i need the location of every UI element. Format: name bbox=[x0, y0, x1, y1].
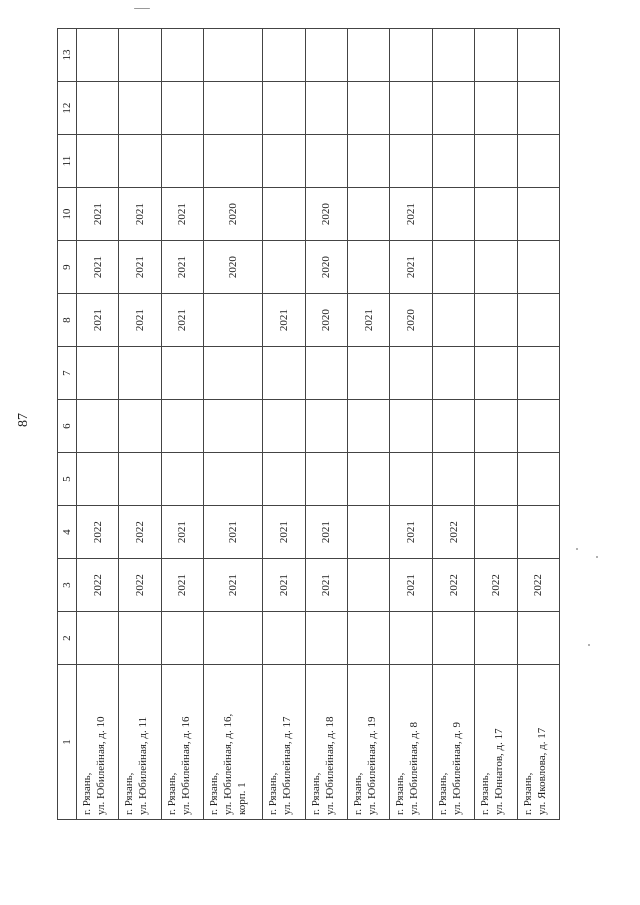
year-cell bbox=[161, 453, 203, 506]
year-cell bbox=[305, 347, 347, 400]
year-cell: 2021 bbox=[263, 506, 305, 559]
year-cell bbox=[305, 400, 347, 453]
year-cell: 2021 bbox=[305, 559, 347, 612]
year-cell: 2021 bbox=[119, 241, 161, 294]
year-cell bbox=[305, 82, 347, 135]
address-line: ул. Юбилейная, д. 16 bbox=[179, 716, 192, 815]
scan-speck bbox=[588, 644, 590, 646]
year-cell: 2021 bbox=[161, 559, 203, 612]
year-cell bbox=[119, 400, 161, 453]
year-cell bbox=[517, 82, 559, 135]
address-cell bbox=[263, 665, 305, 820]
year-cell bbox=[475, 188, 517, 241]
year-cell bbox=[77, 82, 119, 135]
table-row bbox=[348, 29, 390, 820]
year-cell bbox=[77, 347, 119, 400]
year-cell bbox=[348, 400, 390, 453]
address-line: г. Рязань, bbox=[309, 772, 322, 815]
year-cell bbox=[475, 612, 517, 665]
year-cell: 2021 bbox=[204, 559, 263, 612]
address-cell bbox=[517, 665, 559, 820]
table-row bbox=[77, 29, 119, 820]
year-cell: 2021 bbox=[77, 294, 119, 347]
year-cell bbox=[348, 347, 390, 400]
scan-speck bbox=[576, 548, 578, 550]
year-cell: 2022 bbox=[77, 506, 119, 559]
address-line: ул. Юбилейная, д. 9 bbox=[450, 722, 463, 815]
schedule-table bbox=[57, 28, 560, 820]
address-line: г. Рязань, bbox=[267, 772, 280, 815]
year-cell: 2021 bbox=[119, 294, 161, 347]
table-row bbox=[161, 29, 203, 820]
year-cell bbox=[475, 453, 517, 506]
year-cell: 2022 bbox=[432, 559, 474, 612]
year-cell bbox=[305, 135, 347, 188]
year-cell: 2021 bbox=[390, 241, 432, 294]
address-cell bbox=[348, 665, 390, 820]
year-cell bbox=[517, 294, 559, 347]
address-cell bbox=[204, 665, 263, 820]
year-cell: 2021 bbox=[119, 188, 161, 241]
year-cell bbox=[161, 135, 203, 188]
year-cell bbox=[263, 135, 305, 188]
address-line: ул. Юбилейная, д. 19 bbox=[366, 716, 379, 815]
address-line: ул. Юбилейная, д. 16, bbox=[222, 713, 235, 815]
year-cell: 2021 bbox=[161, 506, 203, 559]
year-cell bbox=[348, 82, 390, 135]
address-line: ул. Юбилейная, д. 8 bbox=[408, 722, 421, 815]
year-cell bbox=[390, 135, 432, 188]
year-cell: 2022 bbox=[432, 506, 474, 559]
year-cell bbox=[119, 135, 161, 188]
year-cell: 2021 bbox=[161, 188, 203, 241]
year-cell: 2021 bbox=[77, 241, 119, 294]
year-cell bbox=[77, 400, 119, 453]
year-cell bbox=[432, 400, 474, 453]
page-number: 87 bbox=[16, 413, 31, 427]
year-cell bbox=[475, 241, 517, 294]
year-cell: 2021 bbox=[204, 506, 263, 559]
table-row bbox=[305, 29, 347, 820]
year-cell bbox=[263, 188, 305, 241]
year-cell: 2022 bbox=[77, 559, 119, 612]
column-header: 10 bbox=[58, 188, 77, 241]
scan-speck bbox=[596, 556, 598, 558]
year-cell: 2020 bbox=[305, 241, 347, 294]
year-cell bbox=[432, 29, 474, 82]
table-row bbox=[119, 29, 161, 820]
year-cell bbox=[161, 612, 203, 665]
address-line: ул. Юннатов, д. 17 bbox=[493, 728, 506, 815]
year-cell bbox=[305, 453, 347, 506]
column-header: 8 bbox=[58, 294, 77, 347]
year-cell bbox=[263, 241, 305, 294]
column-header: 1 bbox=[58, 665, 77, 820]
header-row bbox=[58, 29, 77, 820]
year-cell bbox=[517, 29, 559, 82]
year-cell bbox=[432, 612, 474, 665]
year-cell bbox=[432, 241, 474, 294]
address-line: г. Рязань, bbox=[81, 772, 93, 815]
year-cell: 2021 bbox=[390, 188, 432, 241]
address-line: г. Рязань, bbox=[208, 772, 221, 815]
scan-speck bbox=[134, 8, 150, 9]
year-cell bbox=[517, 506, 559, 559]
table-row bbox=[263, 29, 305, 820]
year-cell bbox=[475, 135, 517, 188]
column-header: 7 bbox=[58, 347, 77, 400]
address-line: г. Рязань, bbox=[165, 772, 178, 815]
year-cell bbox=[432, 135, 474, 188]
year-cell bbox=[161, 400, 203, 453]
year-cell bbox=[390, 29, 432, 82]
year-cell bbox=[517, 612, 559, 665]
column-header: 3 bbox=[58, 559, 77, 612]
address-line: г. Рязань, bbox=[394, 772, 407, 815]
table-row bbox=[475, 29, 517, 820]
year-cell bbox=[517, 453, 559, 506]
column-header: 11 bbox=[58, 135, 77, 188]
address-cell bbox=[432, 665, 474, 820]
year-cell bbox=[204, 400, 263, 453]
year-cell bbox=[119, 29, 161, 82]
year-cell: 2022 bbox=[119, 559, 161, 612]
year-cell bbox=[305, 29, 347, 82]
column-header: 2 bbox=[58, 612, 77, 665]
year-cell: 2021 bbox=[161, 294, 203, 347]
address-cell bbox=[305, 665, 347, 820]
year-cell bbox=[77, 29, 119, 82]
year-cell: 2022 bbox=[119, 506, 161, 559]
column-header: 9 bbox=[58, 241, 77, 294]
year-cell bbox=[432, 294, 474, 347]
year-cell bbox=[390, 400, 432, 453]
year-cell bbox=[204, 82, 263, 135]
address-cell bbox=[119, 665, 161, 820]
year-cell bbox=[517, 188, 559, 241]
year-cell bbox=[204, 135, 263, 188]
year-cell bbox=[390, 82, 432, 135]
year-cell bbox=[204, 294, 263, 347]
year-cell: 2020 bbox=[204, 188, 263, 241]
year-cell bbox=[305, 612, 347, 665]
column-header: 12 bbox=[58, 82, 77, 135]
address-line: ул. Юбилейная, д. 17 bbox=[281, 716, 294, 815]
year-cell bbox=[348, 241, 390, 294]
year-cell bbox=[348, 559, 390, 612]
year-cell: 2021 bbox=[263, 559, 305, 612]
address-line: ул. Яковлова, д. 17 bbox=[535, 727, 548, 815]
year-cell: 2020 bbox=[305, 188, 347, 241]
year-cell bbox=[161, 347, 203, 400]
year-cell bbox=[263, 453, 305, 506]
year-cell bbox=[263, 347, 305, 400]
year-cell bbox=[475, 506, 517, 559]
year-cell bbox=[161, 29, 203, 82]
year-cell bbox=[263, 612, 305, 665]
address-line: г. Рязань, bbox=[123, 772, 136, 815]
address-line: ул. Юбилейная, д. 18 bbox=[323, 716, 336, 815]
column-header: 13 bbox=[58, 29, 77, 82]
address-line: г. Рязань, bbox=[436, 772, 449, 815]
year-cell bbox=[432, 347, 474, 400]
year-cell bbox=[77, 612, 119, 665]
address-line: ул. Юбилейная, д. 11 bbox=[137, 716, 150, 815]
year-cell bbox=[348, 29, 390, 82]
year-cell: 2021 bbox=[390, 506, 432, 559]
year-cell bbox=[204, 453, 263, 506]
year-cell bbox=[263, 82, 305, 135]
table-row bbox=[432, 29, 474, 820]
year-cell bbox=[119, 612, 161, 665]
year-cell bbox=[204, 29, 263, 82]
year-cell bbox=[517, 347, 559, 400]
year-cell bbox=[77, 135, 119, 188]
year-cell: 2020 bbox=[390, 294, 432, 347]
year-cell: 2021 bbox=[77, 188, 119, 241]
year-cell bbox=[348, 188, 390, 241]
column-header: 4 bbox=[58, 506, 77, 559]
year-cell: 2022 bbox=[475, 559, 517, 612]
address-line: ул. Юбилейная, д. 10 bbox=[95, 716, 107, 815]
year-cell bbox=[348, 506, 390, 559]
year-cell bbox=[119, 347, 161, 400]
table-row bbox=[390, 29, 432, 820]
year-cell bbox=[348, 612, 390, 665]
year-cell bbox=[517, 241, 559, 294]
year-cell bbox=[204, 347, 263, 400]
year-cell: 2021 bbox=[348, 294, 390, 347]
year-cell bbox=[475, 294, 517, 347]
year-cell bbox=[263, 29, 305, 82]
column-header: 6 bbox=[58, 400, 77, 453]
year-cell bbox=[348, 135, 390, 188]
address-cell bbox=[390, 665, 432, 820]
year-cell: 2021 bbox=[305, 506, 347, 559]
column-header: 5 bbox=[58, 453, 77, 506]
address-cell bbox=[77, 665, 119, 820]
year-cell bbox=[77, 453, 119, 506]
address-line: г. Рязань, bbox=[479, 772, 492, 815]
year-cell bbox=[161, 82, 203, 135]
year-cell bbox=[475, 400, 517, 453]
table-row bbox=[517, 29, 559, 820]
rotated-table-container bbox=[57, 28, 560, 820]
year-cell: 2020 bbox=[305, 294, 347, 347]
year-cell bbox=[119, 82, 161, 135]
year-cell bbox=[432, 453, 474, 506]
year-cell bbox=[517, 135, 559, 188]
year-cell bbox=[432, 82, 474, 135]
address-line: г. Рязань, bbox=[352, 772, 365, 815]
year-cell bbox=[475, 347, 517, 400]
year-cell bbox=[348, 453, 390, 506]
year-cell: 2021 bbox=[161, 241, 203, 294]
year-cell: 2022 bbox=[517, 559, 559, 612]
year-cell bbox=[475, 82, 517, 135]
year-cell bbox=[390, 612, 432, 665]
address-line: г. Рязань, bbox=[521, 772, 534, 815]
address-cell bbox=[161, 665, 203, 820]
year-cell bbox=[390, 453, 432, 506]
table-row bbox=[204, 29, 263, 820]
year-cell bbox=[204, 612, 263, 665]
year-cell bbox=[475, 29, 517, 82]
address-line: корп. 1 bbox=[236, 782, 249, 815]
year-cell: 2021 bbox=[390, 559, 432, 612]
address-cell bbox=[475, 665, 517, 820]
year-cell: 2021 bbox=[263, 294, 305, 347]
year-cell: 2020 bbox=[204, 241, 263, 294]
year-cell bbox=[517, 400, 559, 453]
year-cell bbox=[432, 188, 474, 241]
year-cell bbox=[119, 453, 161, 506]
year-cell bbox=[390, 347, 432, 400]
year-cell bbox=[263, 400, 305, 453]
table-body bbox=[77, 29, 560, 820]
